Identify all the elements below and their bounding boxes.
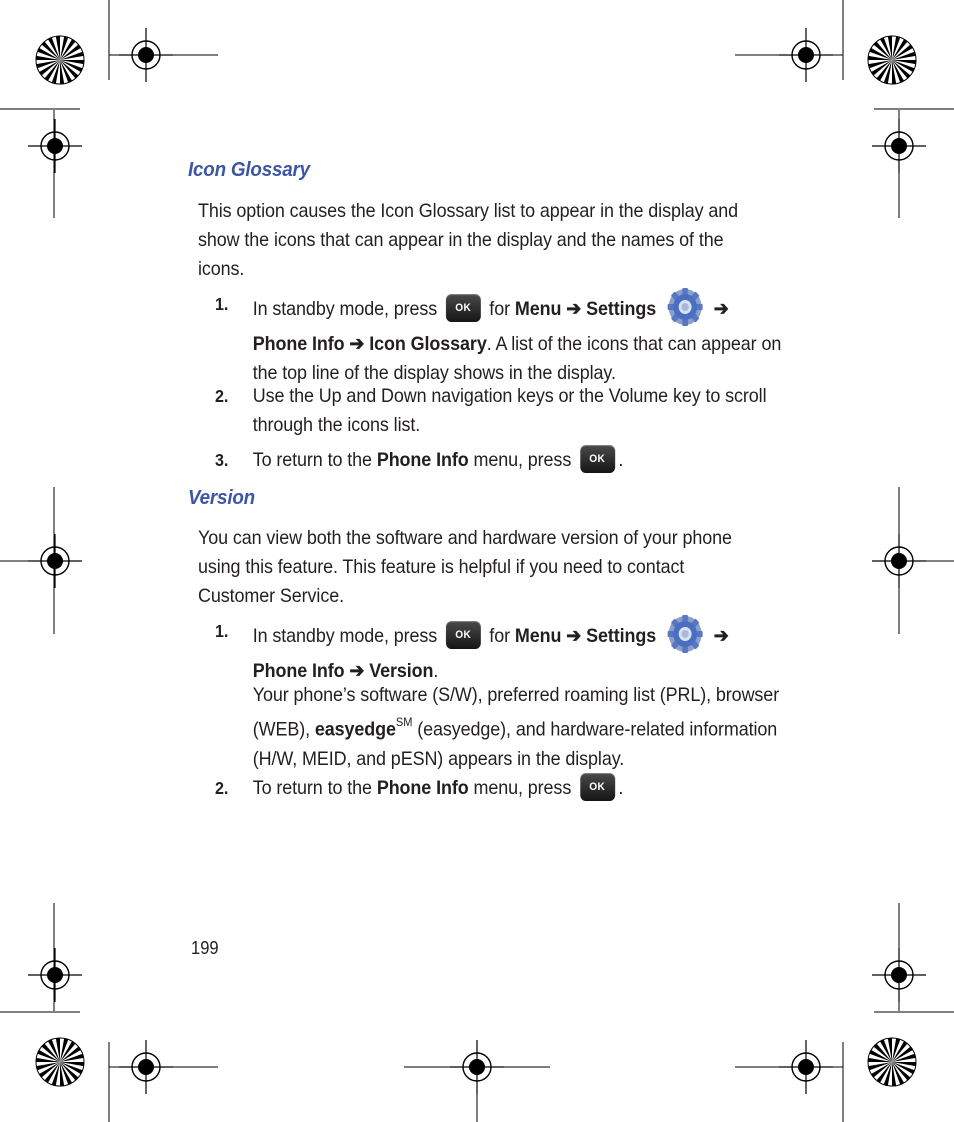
ok-key-icon: OK — [580, 445, 615, 473]
ok-key-icon: OK — [446, 294, 481, 322]
step-number: 3. — [215, 450, 229, 470]
heading-icon-glossary: Icon Glossary — [188, 159, 310, 181]
page-number: 199 — [191, 938, 219, 958]
icon-glossary-step-1: 1. In standby mode, press OK for Menu ➔ Settings ➔ Phone Info ➔ Icon Glossary. A list of the icons that can appear on the top line of the display shows in the display. — [215, 290, 785, 388]
heading-version: Version — [188, 487, 255, 509]
ok-key-icon: OK — [446, 621, 481, 649]
step-number: 1. — [215, 294, 229, 314]
ok-key-icon: OK — [580, 773, 615, 801]
version-step-2: 2. To return to the Phone Info menu, press OK . — [215, 774, 785, 803]
icon-glossary-intro: This option causes the Icon Glossary list to appear in the display and show the icons that can appear in the display and the names of the icons. — [198, 200, 739, 280]
step-number: 2. — [215, 386, 229, 406]
settings-gear-icon — [667, 287, 704, 327]
step-number: 1. — [215, 621, 229, 641]
step-number: 2. — [215, 778, 229, 798]
settings-gear-icon — [667, 614, 704, 654]
icon-glossary-step-2: 2. Use the Up and Down navigation keys or the Volume key to scroll through the icons list. — [215, 382, 785, 440]
version-step-1: 1. In standby mode, press OK for Menu ➔ Settings ➔ Phone Info ➔ Version. — [215, 617, 785, 686]
icon-glossary-step-3: 3. To return to the Phone Info menu, press OK . — [215, 446, 785, 475]
version-note: Your phone’s software (S/W), preferred roaming list (PRL), browser (WEB), easyedge℠ (easyedge), and hardware-related information (H/W, MEID, and pESN) appears in the display. — [252, 684, 780, 770]
version-intro: You can view both the software and hardware version of your phone using this feature. This feature is helpful if you need to contact Customer Service. — [198, 527, 732, 607]
